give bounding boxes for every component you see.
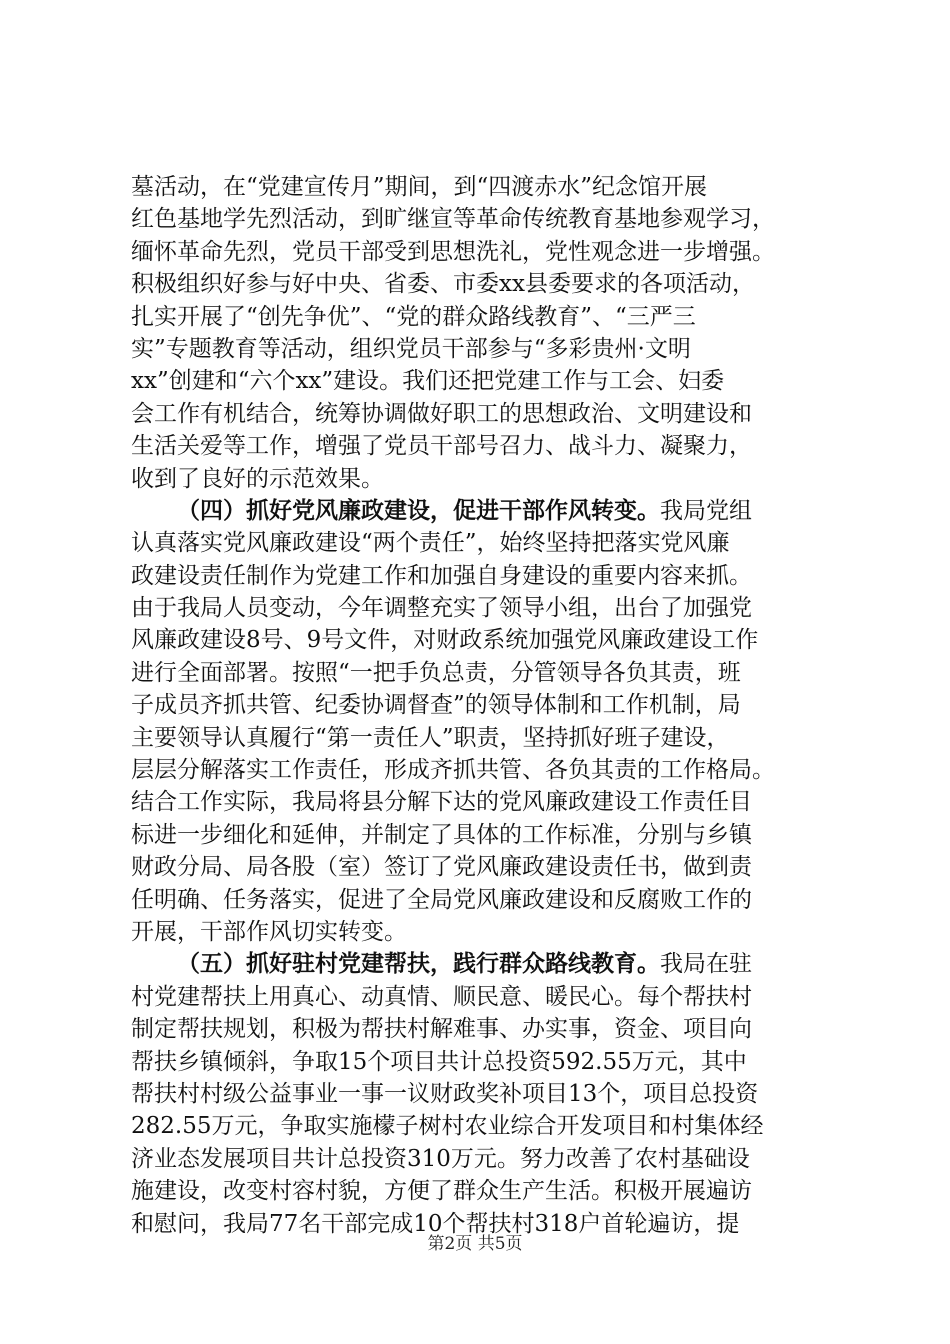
text-run: 我局党组 bbox=[660, 497, 752, 524]
text-line: 生活关爱等工作，增强了党员干部号召力、战斗力、凝聚力， bbox=[131, 433, 752, 460]
text-line: 制定帮扶规划，积极为帮扶村解难事、办实事，资金、项目向 bbox=[131, 1016, 752, 1043]
text-line: 村党建帮扶上用真心、动真情、顺民意、暖民心。每个帮扶村 bbox=[131, 983, 752, 1010]
text-line: 财政分局、局各股（室）签订了党风廉政建设责任书，做到责 bbox=[131, 854, 752, 881]
text-line: 282.55万元，争取实施檬子树村农业综合开发项目和村集体经 bbox=[131, 1113, 764, 1140]
text-line: 层层分解落实工作责任，形成齐抓共管、各负其责的工作格局。 bbox=[131, 757, 775, 784]
paragraph-3-continuation bbox=[131, 171, 831, 495]
text-line: 由于我局人员变动，今年调整充实了领导小组，出台了加强党 bbox=[131, 595, 752, 622]
text-line: 结合工作实际，我局将县分解下达的党风廉政建设工作责任目 bbox=[131, 789, 752, 816]
page-footer: 第2页 共5页 bbox=[427, 1234, 523, 1254]
text-line: 开展，干部作风切实转变。 bbox=[131, 918, 407, 945]
paragraph-first-line bbox=[131, 495, 831, 527]
paragraph-section-4 bbox=[131, 495, 831, 948]
text-line: 帮扶村村级公益事业一事一议财政奖补项目13个，项目总投资 bbox=[131, 1080, 759, 1107]
paragraph-section-5 bbox=[131, 948, 831, 1240]
text-line: 施建设，改变村容村貌，方便了群众生产生活。积极开展遍访 bbox=[131, 1178, 752, 1205]
text-line: 实”专题教育等活动，组织党员干部参与“多彩贵州·文明 bbox=[131, 335, 691, 362]
text-line: 积极组织好参与好中央、省委、市委xx县委要求的各项活动， bbox=[131, 271, 755, 298]
text-line: 认真落实党风廉政建设“两个责任”，始终坚持把落实党风廉 bbox=[131, 530, 730, 557]
text-line: 红色基地学先烈活动，到旷继宣等革命传统教育基地参观学习， bbox=[131, 206, 775, 233]
text-line: 子成员齐抓共管、纪委协调督查”的领导体制和工作机制，局 bbox=[131, 692, 741, 719]
text-line: 会工作有机结合，统筹协调做好职工的思想政治、文明建设和 bbox=[131, 400, 752, 427]
text-line: xx”创建和“六个xx”建设。我们还把党建工作与工会、妇委 bbox=[131, 368, 725, 395]
section-heading-5: （五）抓好驻村党建帮扶，践行群众路线教育。 bbox=[177, 950, 660, 978]
text-line: 政建设责任制作为党建工作和加强自身建设的重要内容来抓。 bbox=[131, 562, 752, 589]
paragraph-first-line bbox=[131, 948, 831, 980]
text-line: 和慰问，我局77名干部完成10个帮扶村318户首轮遍访，提 bbox=[131, 1210, 740, 1237]
text-line: 进行全面部署。按照“一把手负总责，分管领导各负其责，班 bbox=[131, 659, 741, 686]
document-body bbox=[131, 171, 831, 1240]
text-line: 扎实开展了“创先争优”、“党的群众路线教育”、“三严三 bbox=[131, 303, 696, 330]
text-line: 任明确、任务落实，促进了全局党风廉政建设和反腐败工作的 bbox=[131, 886, 752, 913]
text-line: 主要领导认真履行“第一责任人”职责，坚持抓好班子建设， bbox=[131, 724, 730, 751]
text-line: 墓活动，在“党建宣传月”期间，到“四渡赤水”纪念馆开展 bbox=[131, 174, 708, 200]
text-line: 收到了良好的示范效果。 bbox=[131, 465, 384, 492]
text-line: 风廉政建设8号、9号文件，对财政系统加强党风廉政建设工作 bbox=[131, 627, 759, 654]
text-line: 缅怀革命先烈，党员干部受到思想洗礼，党性观念进一步增强。 bbox=[131, 238, 775, 265]
text-run: 我局在驻 bbox=[660, 951, 752, 978]
text-line: 济业态发展项目共计总投资310万元。努力改善了农村基础设 bbox=[131, 1145, 750, 1172]
section-heading-4: （四）抓好党风廉政建设，促进干部作风转变。 bbox=[177, 496, 660, 524]
text-line: 标进一步细化和延伸，并制定了具体的工作标准，分别与乡镇 bbox=[131, 821, 752, 848]
text-line: 帮扶乡镇倾斜，争取15个项目共计总投资592.55万元，其中 bbox=[131, 1048, 747, 1075]
